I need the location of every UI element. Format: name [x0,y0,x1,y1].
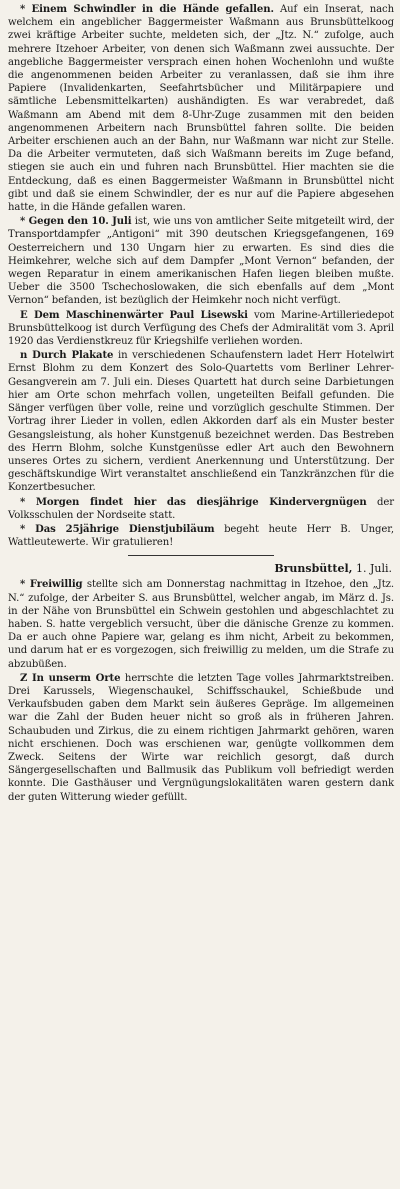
article-fair [8,672,394,804]
article-text: herrschte die letzten Tage volles Jahrmarktstreiben. Drei Karussels, Wiegenschaukel, Schiffsschaukel, Schießbude und Verkaufsbuden gaben dem Markt sein äußeres Gepräge. Im allgemeinen war die Zahl der Buden heuer nicht so groß als in früheren Jahren. Schaubuden und Zirkus, die zu einem richtigen Jahrmarkt gehören, waren nicht erschienen. Doch was erschienen war, genügte vollkommen dem Zweck. Seitens der Wirte war reichlich gesorgt, daß durch Sängergesellschaften und Ballmusik das Publikum voll befriedigt werden konnte. Die Gasthäuser und Vergnügungslokalitäten waren gestern dank der guten Witterung wieder gefüllt. [8,672,395,803]
article-jubilee [8,523,394,549]
article-text: stellte sich am Donnerstag nachmittag in Itzehoe, den „Jtz. N.“ zufolge, der Arbeiter S. aus Brunsbüttel, welcher angab, im März d. Js. in der Nähe von Brunsbüttel ein Schwein gestohlen und abgeschlachtet zu haben. S. hatte vergeblich versucht, über die dänische Grenze zu kommen. Da er auch ohne Papiere war, gelang es ihm nicht, Arbeit zu bekommen, und darum hat er es vorgezogen, sich freiwillig zu melden, um die Strafe zu abzubüßen. [8,579,394,670]
article-text: begeht heute Herr B. Unger, Wattleutewerte. Wir gratulieren! [8,523,395,549]
article-lead: * Freiwillig [20,579,83,591]
dateline-place: Brunsbüttel, [274,562,353,576]
section-divider [128,555,274,556]
article-transport-ship [8,215,394,307]
article-text: in verschiedenen Schaufenstern ladet Herr Hotelwirt Ernst Blohm zu dem Konzert des Solo-Quartetts vom Berliner Lehrer-Gesangverein am 7. Juli ein. Dieses Quartett hat durch seine Darbietungen hier am Orte schon mehrfach vollen, ungeteilten Beifall gefunden. Die Sänger verfügen über volle, reine und vorzüglich geschulte Stimmen. Der Vortrag ihrer Lieder in vollen, edlen Akkorden darf als ein Muster bester Gesangsleistung, als hoher Kunstgenuß bezeichnet werden. Das Bestreben des Herrn Blohm, solche Kunstgenüsse edler Art auch den Bewohnern unseres Ortes zu sichern, verdient Anerkennung und Unterstützung. Der geschäftskundige Wirt veranstaltet anschließend ein Tanzkränzchen für die Konzertbesucher. [8,350,394,494]
article-concert [8,349,394,494]
article-lead: * Morgen findet hier das diesjährige Kindervergnügen [20,496,367,508]
article-lead: * Gegen den 10. Juli [20,216,132,228]
article-children-festival [8,496,394,522]
article-text: ist, wie uns von amtlicher Seite mitgeteilt wird, der Transportdampfer „Antigoni“ mit 390 deutschen Kriegsgefangenen, 169 Oesterreichern und 130 Ungarn hier zu erwarten. Es sind dies die Heimkehrer, welche sich auf dem Dampfer „Mont Vernon“ befanden, der wegen Reparatur in einem amerikanischen Hafen liegen bleiben mußte. Ueber die 3500 Tschechoslowaken, die sich ebenfalls auf dem „Mont Vernon“ befanden, ist bezüglich der Heimkehr noch nicht verfügt. [8,216,395,307]
article-text: vom Marine-Artilleriedepot Brunsbüttelkoog ist durch Verfügung des Chefs der Admiralität vom 3. April 1920 das Verdienstkreuz für Kriegshilfe verliehen worden. [8,309,395,348]
article-text: Auf ein Inserat, nach welchem ein angeblicher Baggermeister Waßmann aus Brunsbüttelkoog zwei kräftige Arbeiter suchte, meldeten sich, der „Jtz. N.“ zufolge, auch mehrere Itzehoer Arbeiter, von denen sich Waßmann zwei aussuchte. Der angebliche Baggermeister versprach einen hohen Wochenlohn und wußte die angenommenen beiden Arbeiter zu veranlassen, daß sie ihm ihre Papiere (Invalidenkarten, Seefahrtsbücher und Militärpapiere und sämtliche Lebensmittelkarten) aushändigten. Es war verabredet, daß Waßmann am Abend mit dem 8-Uhr-Zuge zusammen mit den beiden angenommenen Arbeitern nach Brunsbüttel fahren sollte. Die beiden Arbeiter erschienen auch an der Bahn, nur Waßmann war nicht zur Stelle. Da die Arbeiter vermuteten, daß sich Waßmann bereits im Zuge befand, stiegen sie auch ein und fuhren nach Brunsbüttel. Hier machten sie die Entdeckung, daß es einen Baggermeister Waßmann in Brunsbüttel nicht gibt und daß sie einem Schwindler, der es nur auf die Papiere abgesehen hatte, in die Hände gefallen waren. [8,4,394,214]
article-lead: n Durch Plakate [20,350,114,362]
local-news-section [8,3,394,549]
article-lead: Z In unserm Orte [20,672,121,684]
article-swindler [8,3,394,214]
brunsbuettel-section [8,562,394,803]
article-text: der Volksschulen der Nordseite statt. [8,496,395,521]
article-lead: E Dem Maschinenwärter Paul Lisewski [20,309,248,321]
article-lead: * Einem Schwindler in die Hände gefallen. [20,4,274,15]
dateline-date: 1. Juli. [355,562,392,576]
article-merit-cross [8,309,394,349]
article-lead: * Das 25jährige Dienstjubiläum [20,523,215,535]
dateline [8,562,392,576]
article-voluntary-surrender [8,578,394,670]
